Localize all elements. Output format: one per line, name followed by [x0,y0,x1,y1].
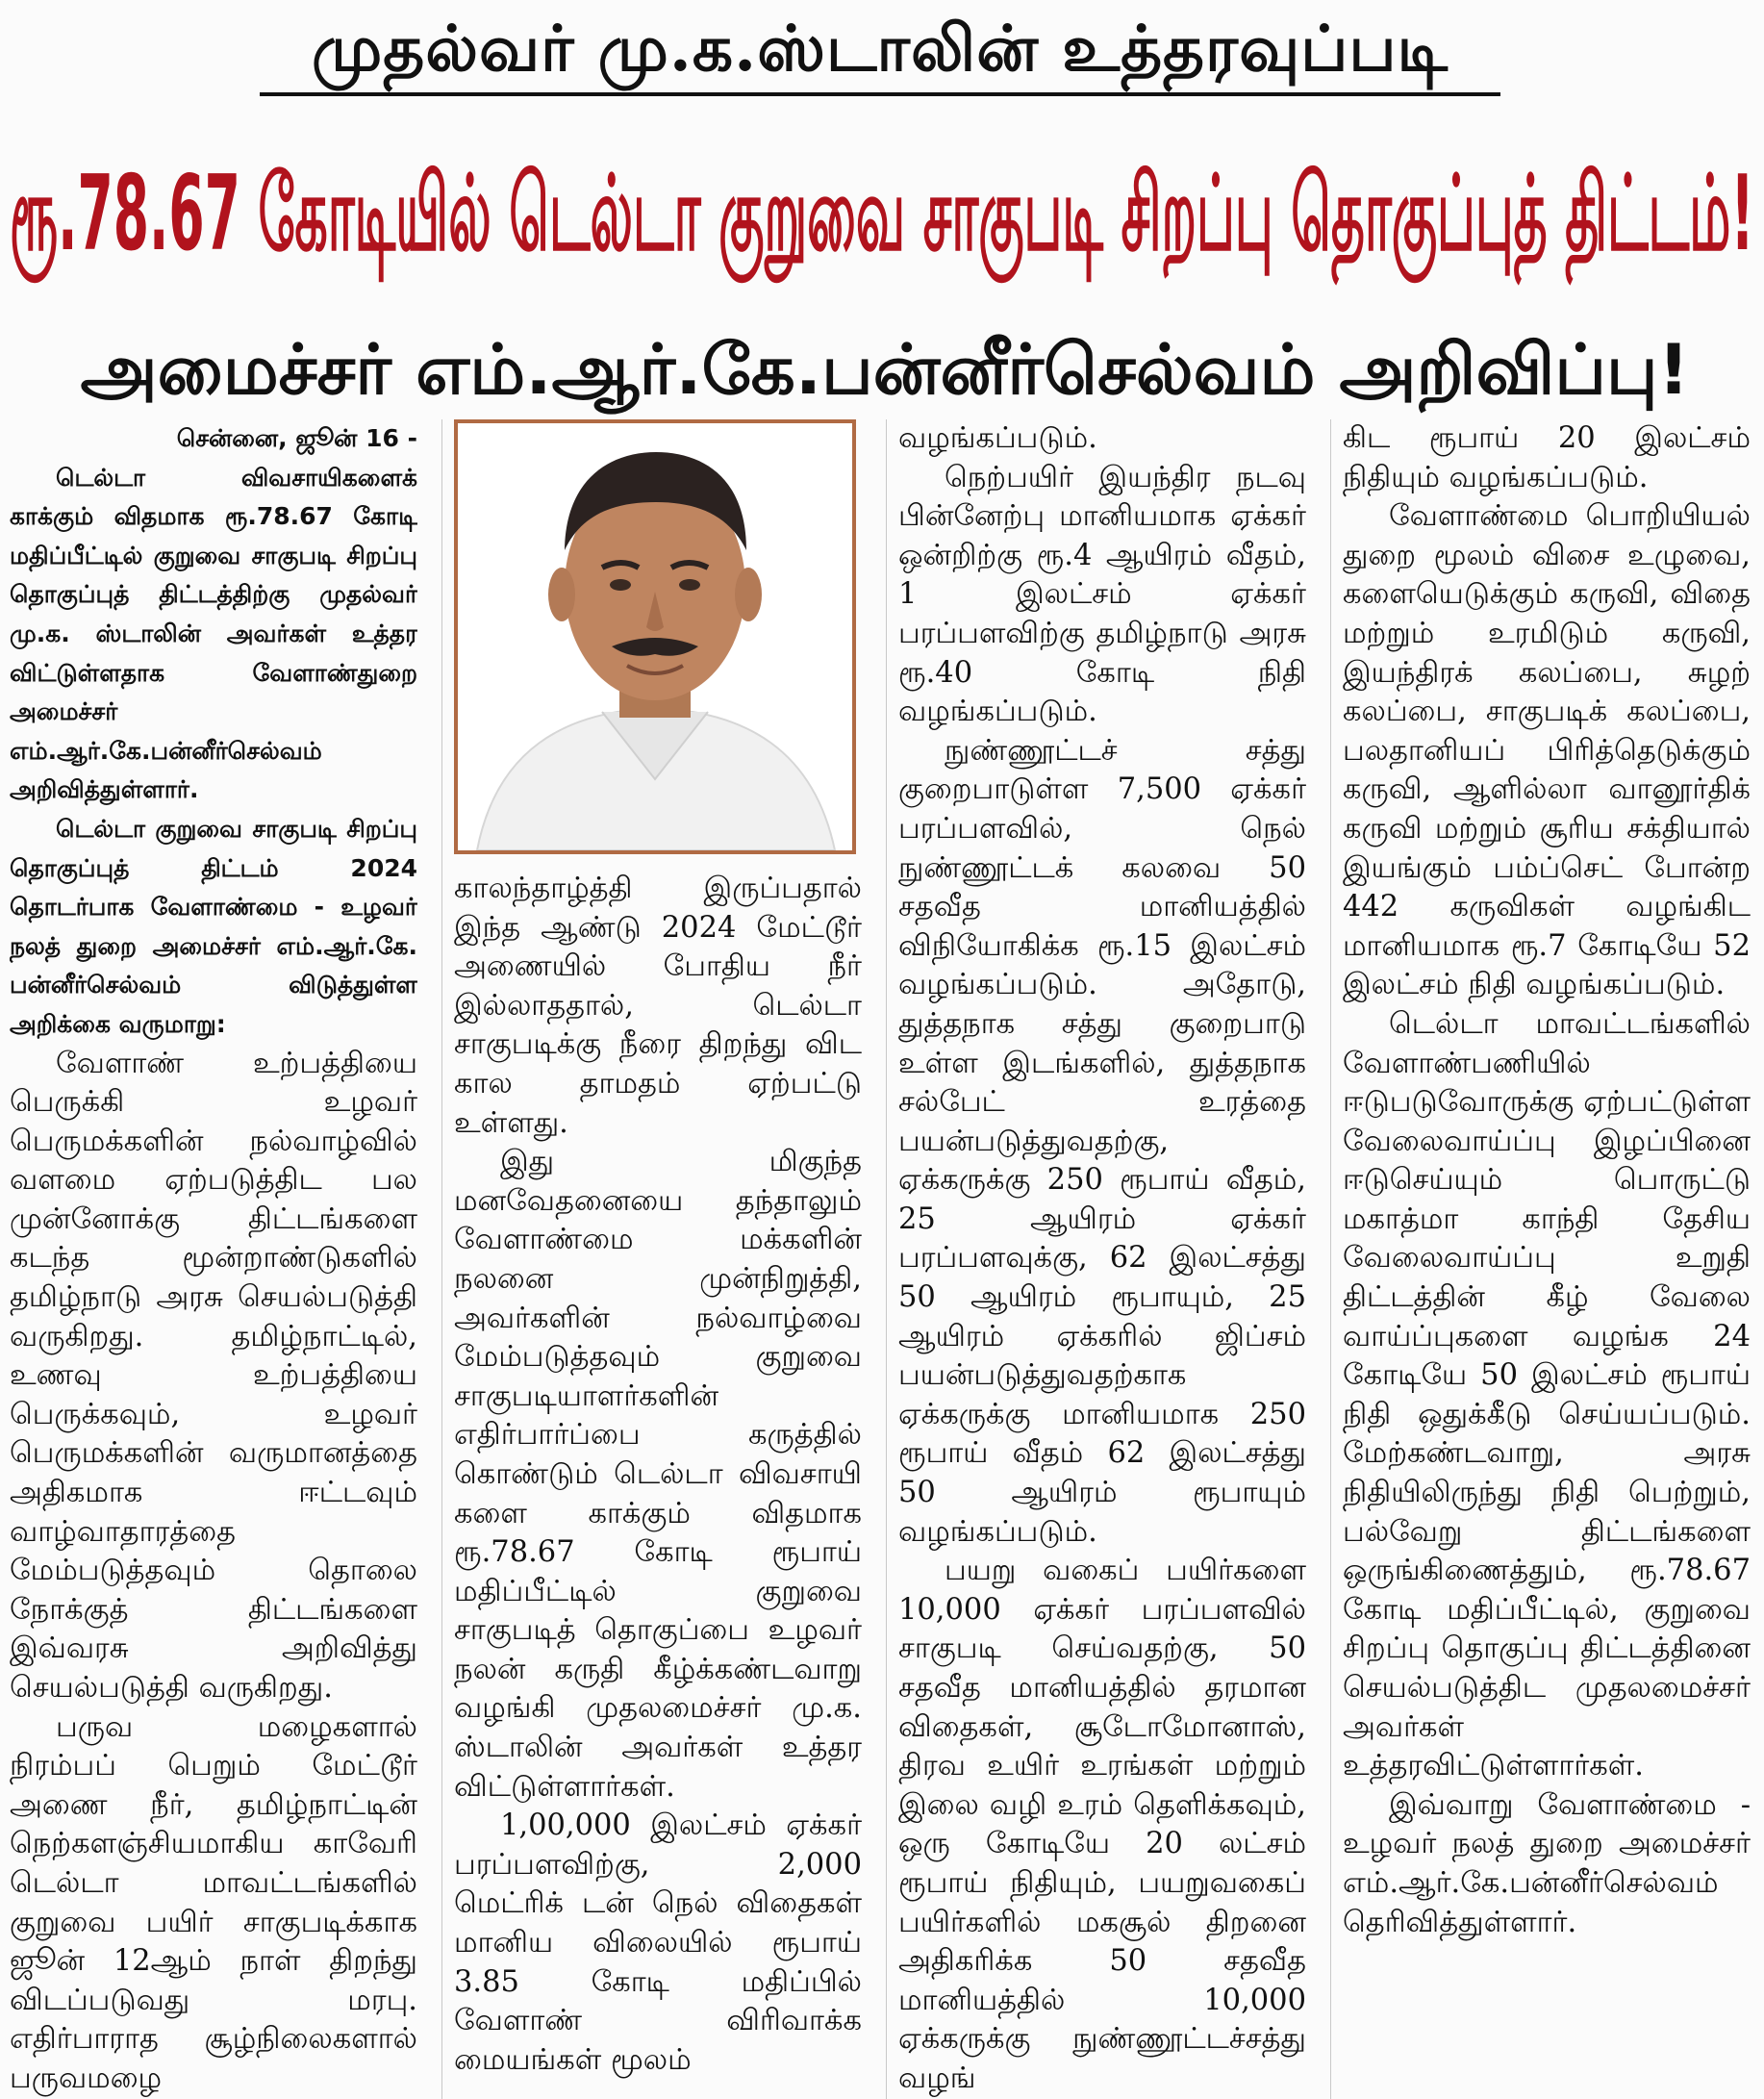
sub-headline [48,323,1722,416]
body-paragraph: பயறு வகைப் பயிர்களை 10,000 ஏக்கர் பரப்பளவில் சாகுபடி செய்வதற்கு, 50 சதவீத மானியத்தில் தரமான விதைகள், சூடோமோனாஸ், திரவ உயிர் உரங்கள் மற்றும் இலை வழி உரம் தெளிக்கவும், ஒரு கோடியே 20 லட்சம் ரூபாய் நிதியும், பயறுவகைப் பயிர்களில் மகசூல் திறனை அதிகரிக்க 50 சதவீத மானியத்தில் 10,000 ஏக்கருக்கு நுண்ணூட்டச்சத்து வழங் [898,1554,1306,2095]
body-paragraph: பருவ மழைகளால் நிரம்பப் பெறும் மேட்டூர் அணை நீர், தமிழ்நாட்டின் நெற்களஞ்சியமாகிய காவேரி டெல்டா மாவட்டங்களில் குறுவை பயிர் சாகுபடிக்காக ஜூன் 12ஆம் நாள் திறந்து விடப்படுவது மரபு. எதிர்பாராத சூழ்நிலைகளால் பருவமழை [10,1709,417,2095]
article-column-4 [1343,419,1751,2099]
body-paragraph: நெற்பயிர் இயந்திர நடவு பின்னேற்பு மானியமாக ஏக்கர் ஒன்றிற்கு ரூ.4 ஆயிரம் வீதம், 1 இலட்சம் ஏக்கர் பரப்பளவிற்கு தமிழ்நாடு அரசு ரூ.40 கோடி நிதி வழங்கப்படும். [898,460,1306,729]
intro-paragraph: டெல்டா குறுவை சாகுபடி சிறப்பு தொகுப்புத் திட்டம் 2024 தொடர்பாக வேளாண்மை - உழவர் நலத் துறை அமைச்சர் எம்.ஆர்.கே. பன்னீர்செல்வம் விடுத்துள்ள அறிக்கை வருமாறு: [10,814,417,1038]
body-paragraph: டெல்டா மாவட்டங்களில் வேளாண்பணியில் ஈடுபடுவோருக்கு ஏற்பட்டுள்ள வேலைவாய்ப்பு இழப்பினை ஈடுசெய்யும் பொருட்டு மகாத்மா காந்தி தேசிய வேலைவாய்ப்பு உறுதி திட்டத்தின் கீழ் வேலை வாய்ப்புகளை வழங்க 24 கோடியே 50 இலட்சம் ரூபாய் நிதி ஒதுக்கீடு செய்யப்படும். மேற்கண்டவாறு, அரசு நிதியிலிருந்து நிதி பெற்றும், பல்வேறு திட்டங்களை ஒருங்கிணைத்தும், ரூ.78.67 கோடி மதிப்பீட்டில், குறுவை சிறப்பு தொகுப்பு திட்டத்தினை செயல்படுத்திட முதலமைச்சர் அவர்கள் உத்தரவிட்டுள்ளார்கள். [1343,1006,1751,1783]
kicker-underline [260,92,1500,96]
article-column-2 [454,419,862,2099]
body-paragraph: வழங்கப்படும். [898,421,1097,455]
body-paragraph: 1,00,000 இலட்சம் ஏக்கர் பரப்பளவிற்கு, 2,000 மெட்ரிக் டன் நெல் விதைகள் மானிய விலையில் ரூபாய் 3.85 கோடி மதிப்பில் வேளாண் விரிவாக்க மையங்கள் மூலம் [454,1808,862,2077]
body-paragraph: இவ்வாறு வேளாண்மை - உழவர் நலத் துறை அமைச்சர் எம்.ஆர்.கே.பன்னீர்செல்வம் தெரிவித்துள்ளார். [1343,1787,1751,1939]
body-paragraph: இது மிகுந்த மனவேதனையை தந்தாலும் வேளாண்மை மக்களின் நலனை முன்நிறுத்தி, அவர்களின் நல்வாழ்வை மேம்படுத்தவும் குறுவை சாகுபடியாளர்களின் எதிர்பார்ப்பை கருத்தில் கொண்டும் டெல்டா விவசாயி களை காக்கும் விதமாக ரூ.78.67 கோடி ரூபாய் மதிப்பீட்டில் குறுவை சாகுபடித் தொகுப்பை உழவர் நலன் கருதி கீழ்க்கண்டவாறு வழங்கி முதலமைச்சர் மு.க. ஸ்டாலின் அவர்கள் உத்தர விட்டுள்ளார்கள். [454,1145,862,1804]
minister-photo [454,419,856,854]
article-column-3 [898,419,1306,2099]
body-paragraph: வேளாண் உற்பத்தியை பெருக்கி உழவர் பெருமக்களின் நல்வாழ்வில் வளமை ஏற்படுத்திட பல முன்னோக்கு திட்டங்களை கடந்த மூன்றாண்டுகளில் தமிழ்நாடு அரசு செயல்படுத்தி வருகிறது. தமிழ்நாட்டில், உணவு உற்பத்தியை பெருக்கவும், உழவர் பெருமக்களின் வருமானத்தை அதிகமாக ஈட்டவும் வாழ்வாதாரத்தை மேம்படுத்தவும் தொலை நோக்குத் திட்டங்களை இவ்வரசு அறிவித்து செயல்படுத்தி வருகிறது. [10,1046,417,1705]
main-headline: ரூ.78.67 கோடியில் டெல்டா குறுவை சாகுபடி சிறப்பு தொகுப்புத் திட்டம்! [10,154,1754,274]
column-divider [441,419,442,2099]
body-paragraph: கிட ரூபாய் 20 இலட்சம் நிதியும் வழங்கப்படும். [1343,421,1751,494]
intro-paragraph: டெல்டா விவசாயிகளைக் காக்கும் விதமாக ரூ.78.67 கோடி மதிப்பீட்டில் குறுவை சாகுபடி சிறப்பு தொகுப்புத் திட்டத்திற்கு முதல்வர் மு.க. ஸ்டாலின் அவர்கள் உத்தர விட்டுள்ளதாக வேளாண்துறை அமைச்சர் எம்.ஆர்.கே.பன்னீர்செல்வம் அறிவித்துள்ளார். [10,463,417,804]
portrait-image [458,423,852,850]
dateline: சென்னை, ஜூன் 16 - [176,424,417,452]
kicker-headline: முதல்வர் மு.க.ஸ்டாலின் உத்தரவுப்படி [311,11,1449,86]
column-divider [1330,419,1331,2099]
body-paragraph: நுண்ணூட்டச் சத்து குறைபாடுள்ள 7,500 ஏக்கர் பரப்பளவில், நெல் நுண்ணூட்டக் கலவை 50 சதவீத மானியத்தில் விநியோகிக்க ரூ.15 இலட்சம் வழங்கப்படும். அதோடு, துத்தநாக சத்து குறைபாடு உள்ள இடங்களில், துத்தநாக சல்பேட் உரத்தை பயன்படுத்துவதற்கு, ஏக்கருக்கு 250 ரூபாய் வீதம், 25 ஆயிரம் ஏக்கர் பரப்பளவுக்கு, 62 இலட்சத்து 50 ஆயிரம் ரூபாயும், 25 ஆயிரம் ஏக்கரில் ஜிப்சம் பயன்படுத்துவதற்காக ஏக்கருக்கு மானியமாக 250 ரூபாய் வீதம் 62 இலட்சத்து 50 ஆயிரம் ரூபாயும் வழங்கப்படும். [898,733,1306,1549]
article-column-1 [10,419,417,2099]
column-divider [886,419,887,2099]
sub-headline-text: அமைச்சர் எம்.ஆர்.கே.பன்னீர்செல்வம் அறிவிப்பு! [80,329,1690,410]
body-paragraph: வேளாண்மை பொறியியல் துறை மூலம் விசை உழுவை, களையெடுக்கும் கருவி, விதை மற்றும் உரமிடும் கருவி, இயந்திரக் கலப்பை, சுழற் கலப்பை, சாகுபடிக் கலப்பை, பலதானியப் பிரித்தெடுக்கும் கருவி, ஆளில்லா வானூர்திக் கருவி மற்றும் சூரிய சக்தியால் இயங்கும் பம்ப்செட் போன்ற 442 கருவிகள் வழங்கிட மானியமாக ரூ.7 கோடியே 52 இலட்சம் நிதி வழங்கப்படும். [1343,499,1751,1002]
body-paragraph: காலந்தாழ்த்தி இருப்பதால் இந்த ஆண்டு 2024 மேட்டூர் அணையில் போதிய நீர் இல்லாததால், டெல்டா சாகுபடிக்கு நீரை திறந்து விட கால தாமதம் ஏற்பட்டு உள்ளது. [454,872,862,1140]
